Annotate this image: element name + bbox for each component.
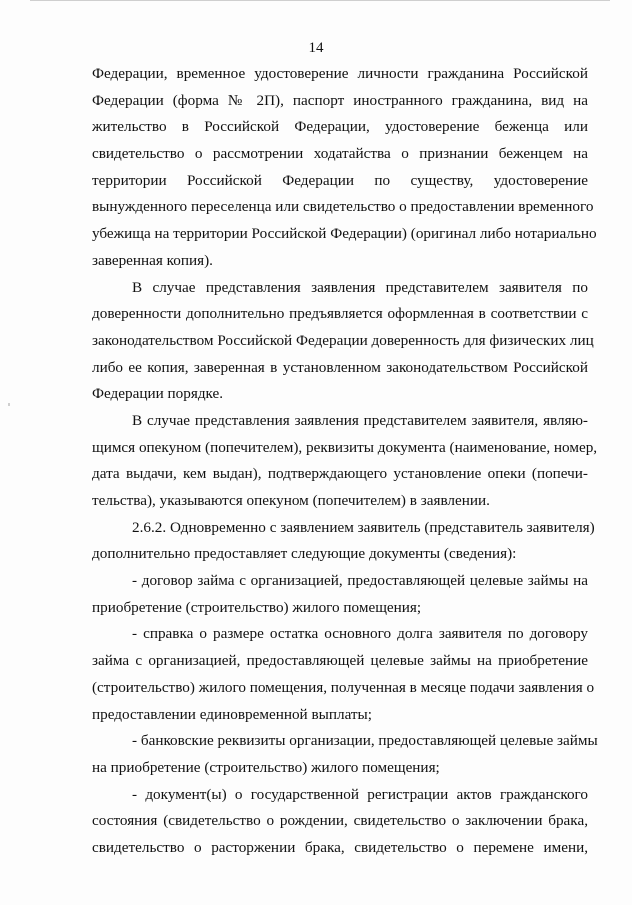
text-line: - справка о размере остатка основного долга заявителя по договору [132, 625, 588, 643]
paragraph-p8 [92, 782, 588, 862]
text-line: доверенности дополнительно предъявляется оформленная в соответствии с [92, 305, 588, 323]
scan-artifact-left [8, 403, 10, 406]
text-line: территории Российской Федерации по существу, удостоверение [92, 171, 588, 189]
text-line: тельства), указываются опекуном (попечителем) в заявлении. [92, 492, 490, 509]
text-line: состояния (свидетельство о рождении, свидетельство о заключении брака, [92, 812, 588, 830]
text-line: В случае представления заявления представителем заявителя по [132, 278, 588, 296]
paragraph-p6 [92, 621, 595, 728]
text-line: дата выдачи, кем выдан), подтверждающего установление опеки (попечи- [92, 465, 588, 483]
paragraph-p5 [92, 568, 588, 621]
text-line: приобретение (строительство) жилого помещения; [92, 598, 422, 616]
text-line: щимся опекуном (попечителем), реквизиты документа (наименование, номер, [92, 438, 598, 456]
text-line: Федерации, временное удостоверение личности гражданина Российской [92, 65, 588, 82]
scan-artifact-top [30, 0, 610, 1]
paragraph-p3 [92, 408, 598, 515]
paragraph-p4 [92, 515, 595, 568]
text-line: вынужденного переселенца или свидетельство о предоставлении временного [92, 198, 594, 216]
text-line: Федерации (форма № 2П), паспорт иностранного гражданина, вид на [92, 91, 588, 109]
text-line: - банковские реквизиты организации, предоставляющей целевые займы [132, 732, 598, 750]
text-line: законодательством Российской Федерации доверенность для физических лиц [92, 331, 594, 349]
page-number: 14 [308, 40, 324, 56]
text-line: свидетельство о расторжении брака, свидетельство о перемене имени, [92, 838, 588, 856]
text-line: В случае представления заявления представителем заявителя, являю- [132, 411, 588, 429]
text-line: дополнительно предоставляет следующие документы (сведения): [92, 545, 517, 563]
text-line: заверенная копия). [92, 251, 213, 269]
paragraph-p7 [92, 728, 598, 781]
text-line: на приобретение (строительство) жилого помещения; [92, 758, 440, 776]
text-line: предоставлении единовременной выплаты; [92, 705, 372, 723]
document-body [92, 61, 598, 862]
text-line: займа с организацией, предоставляющей целевые займы на приобретение [92, 652, 588, 670]
text-line: - договор займа с организацией, предоставляющей целевые займы на [132, 572, 588, 590]
text-line: убежища на территории Российской Федерации) (оригинал либо нотариально [92, 225, 597, 243]
text-line: (строительство) жилого помещения, полученная в месяце подачи заявления о [92, 678, 595, 696]
paragraph-p1 [92, 61, 597, 275]
paragraph-p2 [92, 275, 594, 408]
text-line: жительство в Российской Федерации, удостоверение беженца или [92, 118, 588, 136]
text-line: Федерации порядке. [92, 385, 224, 403]
text-line: свидетельство о рассмотрении ходатайства о признании беженцем на [92, 145, 588, 163]
text-line: 2.6.2. Одновременно с заявлением заявитель (представитель заявителя) [132, 518, 595, 536]
text-line: либо ее копия, заверенная в установленном законодательством Российской [92, 358, 588, 376]
text-line: - документ(ы) о государственной регистрации актов гражданского [132, 785, 588, 803]
